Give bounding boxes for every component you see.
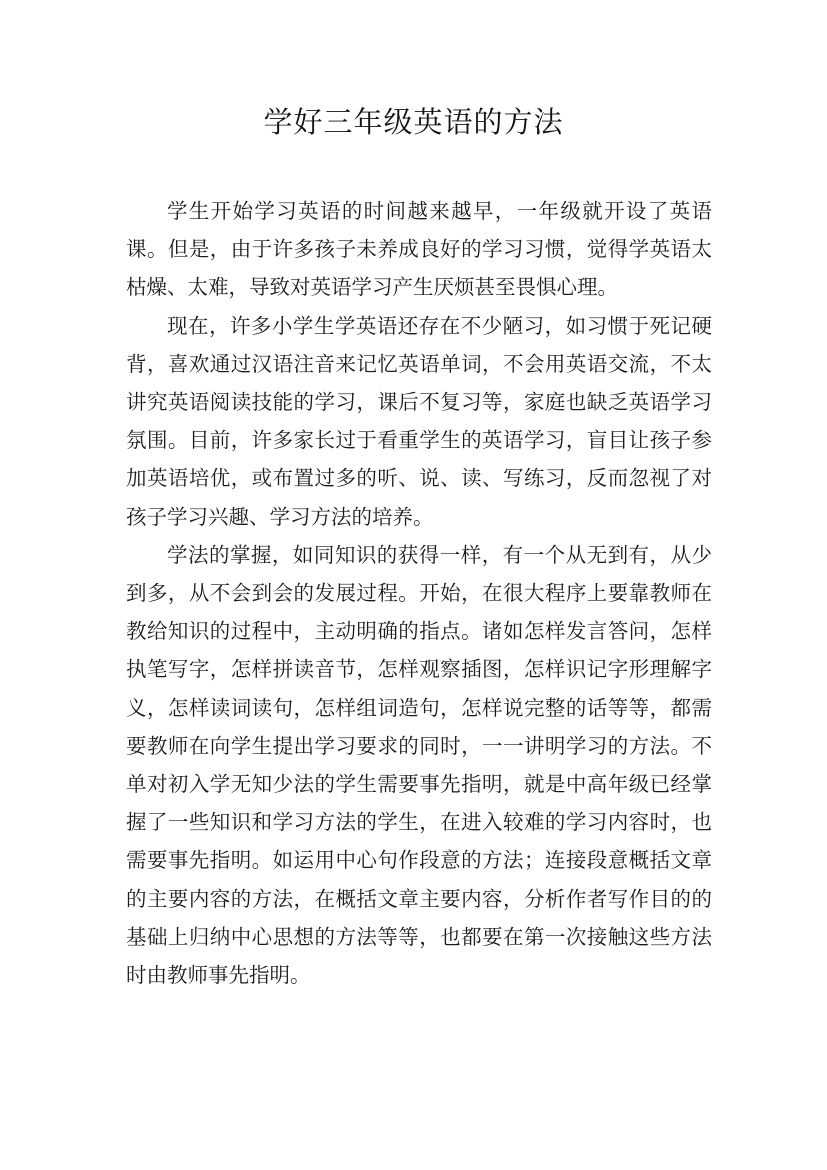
document-title: 学好三年级英语的方法 <box>263 105 564 139</box>
document-body <box>126 192 712 994</box>
paragraph: 学生开始学习英语的时间越来越早，一年级就开设了英语课。但是，由于许多孩子未养成良好的学习习惯，觉得学英语太枯燥、太难，导致对英语学习产生厌烦甚至畏惧心理。 <box>126 199 712 300</box>
paragraph: 现在，许多小学生学英语还存在不少陋习，如习惯于死记硬背，喜欢通过汉语注音来记忆英语单词，不会用英语交流，不太讲究英语阅读技能的学习，课后不复习等，家庭也缺乏英语学习氛围。目前，许多家长过于看重学生的英语学习，盲目让孩子参加英语培优，或布置过多的听、说、读、写练习，反而忽视了对孩子学习兴趣、学习方法的培养。 <box>126 313 712 529</box>
paragraph: 学法的掌握，如同知识的获得一样，有一个从无到有，从少到多，从不会到会的发展过程。开始，在很大程序上要靠教师在教给知识的过程中，主动明确的指点。诸如怎样发言答问，怎样执笔写字，怎样拼读音节，怎样观察插图，怎样识记字形理解字义，怎样读词读句，怎样组词造句，怎样说完整的话等等，都需要教师在向学生提出学习要求的同时，一一讲明学习的方法。不单对初入学无知少法的学生需要事先指明，就是中高年级已经掌握了一些知识和学习方法的学生，在进入较难的学习内容时，也需要事先指明。如运用中心句作段意的方法；连接段意概括文章的主要内容的方法，在概括文章主要内容，分析作者写作目的的基础上归纳中心思想的方法等等，也都要在第一次接触这些方法时由教师事先指明。 <box>126 542 712 988</box>
